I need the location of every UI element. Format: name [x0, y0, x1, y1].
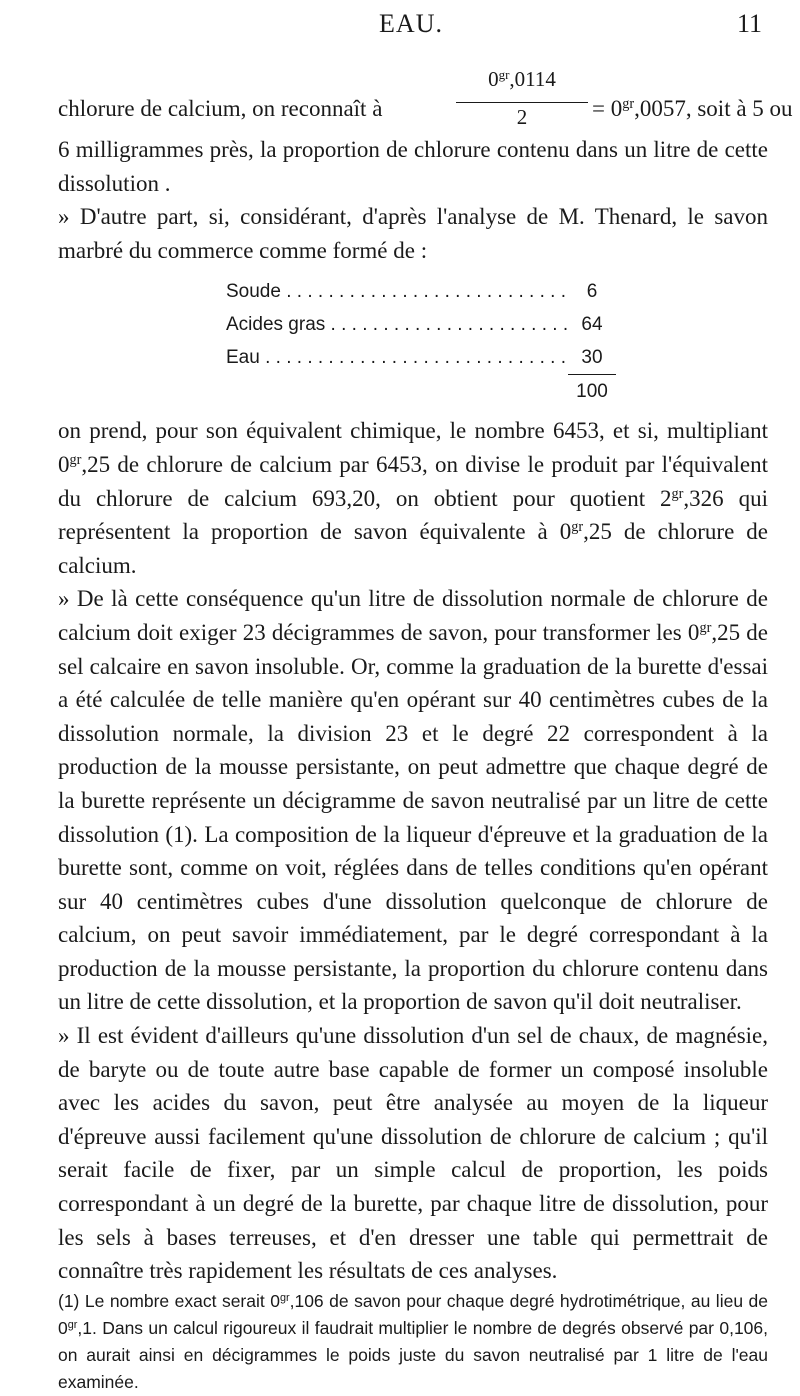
fraction-numerator: $0^{gr},0114$: [488, 66, 556, 91]
paragraph: » De là cette conséquence qu'un litre de dissolution normale de chlorure de calcium doit exiger 23 décigrammes de savon, pour transformer les $0^{gr},25$ de sel calcaire en savon insoluble. Or, comme la graduation de la burette d'essai a été calculée de telle manière qu'en opérant sur 40 centimètres cubes de la dissolution normale, la division 23 et le degré 22 correspondent à la production de la mousse persistante, on peut admettre que chaque degré de la burette représente un décigramme de savon neutralisé par un litre de cette dissolution (1). La composition de la liqueur d'épreuve et la graduation de la burette sont, comme on voit, réglées dans de telles conditions qu'en opérant sur 40 centimètres cubes d'une dissolution quelconque de chlorure de calcium, on peut savoir immédiatement, par le degré correspondant à la production de la mousse persistante, la proportion du chlorure contenu dans un litre de cette dissolution, et la proportion de savon qu'il doit neutraliser.: [58, 586, 768, 1015]
paragraph: » D'autre part, si, considérant, d'après l'analyse de M. Thenard, le savon marbré du commerce comme formé de :: [58, 204, 768, 263]
table-row: [226, 341, 616, 375]
table-row: [226, 308, 616, 341]
body-text: [58, 66, 793, 1396]
table-total-row: [226, 375, 616, 408]
opening-line-lead: chlorure de calcium, on reconnaît à: [58, 96, 383, 121]
running-head: [60, 6, 762, 42]
paragraph: » Il est évident d'ailleurs qu'une dissolution d'un sel de chaux, de magnésie, de baryte ou de toute autre base capable de former un composé insoluble avec les acides du savon, peut être analysée au moyen de la liqueur d'épreuve aussi facilement qu'une dissolution de chlorure de calcium ; qu'il serait facile de fixer, par un simple calcul de proportion, les poids correspondant à un degré de la burette, par chaque litre de dissolution, pour les sels à bases terreuses, et d'en dresser une table qui permettrait de connaître très rapidement les résultats de ces analyses.: [58, 1023, 768, 1284]
paragraph: 6 milligrammes près, la proportion de chlorure contenu dans un litre de cette dissolution .: [58, 137, 768, 196]
opening-line-tail: = $0^{gr},0057$, soit à 5 ou: [592, 96, 793, 121]
table-row-label: Acides gras . . .: [226, 308, 568, 341]
opening-line: [58, 66, 793, 133]
table-row-value: 64: [581, 314, 603, 336]
composition-table: [226, 275, 616, 408]
running-title: EAU.: [379, 9, 443, 38]
fraction: [456, 66, 588, 129]
table-row-value: 6: [586, 281, 598, 303]
fraction-bar: [456, 102, 588, 103]
table-row: [226, 275, 616, 308]
table-row-label: Eau . . .: [226, 341, 568, 375]
fraction-denominator: 2: [516, 105, 528, 129]
table-row-value: 30: [568, 341, 616, 375]
paragraph: on prend, pour son équivalent chimique, le nombre 6453, et si, multipliant $0^{gr},25$ de chlorure de calcium par 6453, on divise le produit par l'équivalent du chlorure de calcium 693,20, on obtient pour quotient $2^{gr},326$ qui représentent la proportion de savon équivalente à $0^{gr},25$ de chlorure de calcium.: [58, 418, 769, 578]
footnote: (1) Le nombre exact serait $0^{gr},106$ de savon pour chaque degré hydrotimétrique, au lieu de $0^{gr},1$. Dans un calcul rigoureux il faudrait multiplier le nombre de degrés observé par 0,106, on aurait ainsi en décigrammes le poids juste du savon neutralisé par 1 litre de l'eau examinée.: [58, 1290, 768, 1392]
page-number: 11: [736, 9, 762, 38]
table-total: 100: [576, 381, 608, 403]
table-row-label: Soude . . .: [226, 275, 568, 308]
